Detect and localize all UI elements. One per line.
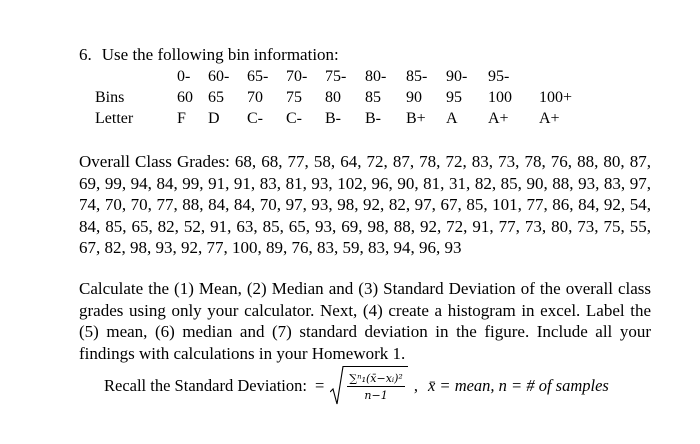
formula-comma: , [413,376,418,395]
letter-grade: D [208,110,220,127]
bin-range-start: 60- [208,68,230,85]
bins-row [95,87,572,108]
formula-denominator: n−1 [364,389,388,402]
letter-row [95,108,572,129]
formula-definitions: x̄ = mean, n = # of samples [427,376,609,395]
radical-sign-icon [330,366,344,406]
radicand [344,366,408,406]
standard-deviation-formula [104,366,609,406]
bin-range-start: 90- [446,68,468,85]
letter-grade: C- [286,110,302,127]
bin-range-end: 95 [446,89,462,106]
bin-range-end: 80 [325,89,341,106]
bin-range-start [539,66,572,87]
overall-grades-paragraph: Overall Class Grades: 68, 68, 77, 58, 64, 72, 87, 78, 72, 83, 73, 78, 76, 88, 80, 87, 69, 99, 94, 84, 99, 91, 91, 83, 81, 93, 102, 96, 90, 81, 31, 82, 85, 90, 88, 93, 83, 97, 74, 70, 70, 77, 88, 84, 84, 70, 97, 93, 98, 92, 82, 97, 67, 85, 101, 77, 86, 84, 92, 54, 84, 85, 65, 82, 52, 91, 63, 85, 65, 93, 69, 98, 88, 92, 72, 91, 77, 73, 80, 73, 75, 55, 67, 82, 98, 93, 92, 77, 100, 89, 76, 83, 59, 83, 94, 96, 93 [79,152,651,258]
question-heading [79,45,339,65]
letter-grade: A [446,110,458,127]
question-number: 6. [79,45,92,64]
bin-range-end: 90 [406,89,422,106]
bin-range-end: 65 [208,89,224,106]
bin-range-end: 100+ [539,89,573,106]
formula-label: Recall the Standard Deviation: [104,376,307,395]
bin-range-end: 60 [177,89,193,106]
letter-row-label: Letter [95,110,134,127]
bins-row-label: Bins [95,89,125,106]
bin-range-end: 85 [365,89,381,106]
letter-grade: A+ [488,110,509,127]
bin-range-end: 75 [286,89,302,106]
letter-grade: B- [365,110,381,127]
bin-range-end: 70 [247,89,263,106]
letter-grade: A+ [539,110,560,127]
letter-grade: B- [325,110,341,127]
formula-equals: = [314,376,325,395]
formula-numerator: ∑ⁿ₁(x̄−xᵢ)² [349,372,403,385]
bin-range-start: 95- [488,68,510,85]
bin-range-start: 75- [325,68,347,85]
bin-range-start-row [95,66,572,87]
letter-grade: B+ [406,110,426,127]
bin-range-start: 70- [286,68,308,85]
question-title: Use the following bin information: [101,45,339,64]
square-root [330,366,408,406]
formula-fraction [347,372,405,402]
bin-range-start: 0- [177,68,191,85]
instructions-paragraph: Calculate the (1) Mean, (2) Median and (3) Standard Deviation of the overall class grades using only your calculator. Next, (4) create a histogram in excel. Label the (5) mean, (6) median and (7) standard deviation in the figure. Include all your findings with calculations in your Homework 1. [79,279,651,363]
bin-range-start: 65- [247,68,269,85]
bin-table [95,66,572,129]
bin-range-start: 85- [406,68,428,85]
bin-range-end: 100 [488,89,512,106]
letter-grade: F [177,110,186,127]
letter-grade: C- [247,110,263,127]
formula-definitions-group [414,376,609,396]
bin-range-start: 80- [365,68,387,85]
